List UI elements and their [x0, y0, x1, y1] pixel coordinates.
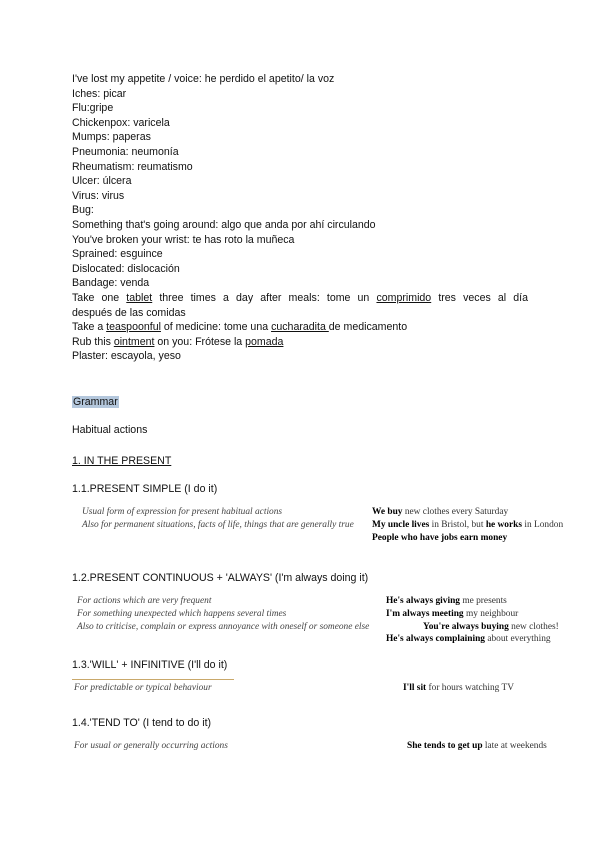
underlined-term: teaspoonful — [106, 321, 161, 334]
example-sentence — [372, 519, 563, 532]
vocab-line: Chickenpox: varicela — [72, 116, 170, 129]
example-text: new clothes every Saturday — [402, 507, 509, 517]
example-bold: He's always giving — [386, 596, 460, 606]
example-text: me presents — [459, 596, 507, 606]
vocab-line: Mumps: paperas — [72, 131, 151, 144]
example-bold: My uncle lives — [372, 520, 430, 530]
example-text: my neighbour — [463, 609, 519, 619]
present-continuous-examples-a — [386, 595, 518, 621]
will-usage — [74, 682, 212, 695]
underlined-term: comprimido — [376, 291, 432, 304]
vocab-line: Rheumatism: reumatismo — [72, 160, 193, 173]
usage-note: For actions which are very frequent — [77, 596, 212, 606]
underlined-term: ointment — [113, 335, 155, 348]
vocab-line: Something that's going around: algo que anda por ahí circulando — [72, 218, 376, 231]
usage-note: Also for permanent situations, facts of life, things that are generally true — [82, 520, 354, 530]
example-bold: He's always complaining — [386, 634, 485, 644]
vocab-line: Dislocated: dislocación — [72, 262, 180, 275]
example-text: in Bristol, but — [429, 520, 486, 530]
section-present-continuous-title: 1.2.PRESENT CONTINUOUS + 'ALWAYS' (I'm always doing it) — [72, 572, 369, 584]
example-bold: You're always buying — [423, 622, 509, 632]
tend-to-usage — [74, 740, 228, 753]
present-continuous-example-c — [386, 633, 551, 646]
vocab-line: Plaster: escayola, yeso — [72, 350, 181, 363]
vocab-line: Flu:gripe — [72, 102, 114, 115]
text-run: Take one — [72, 291, 127, 304]
vocab-line: Sprained: esguince — [72, 248, 163, 261]
example-sentence — [386, 633, 551, 646]
text-run: of medicine: tome una — [160, 321, 272, 334]
usage-note: For something unexpected which happens several times — [77, 609, 287, 619]
example-text: for hours watching TV — [426, 683, 515, 693]
usage-note: Usual form of expression for present habitual actions — [82, 507, 283, 517]
section-will-infinitive-title: 1.3.'WILL' + INFINITIVE (I'll do it) — [72, 659, 228, 671]
present-continuous-usage — [77, 595, 369, 634]
underlined-term: tablet — [126, 291, 153, 304]
vocab-line: Virus: virus — [72, 189, 125, 202]
example-sentence — [372, 532, 563, 545]
example-bold: I'm always meeting — [386, 609, 464, 619]
vocab-line: You've broken your wrist: te has roto la muñeca — [72, 233, 295, 246]
text-run: on you: Frótese la — [154, 335, 246, 348]
example-text: late at weekends — [482, 741, 547, 751]
example-sentence — [403, 682, 514, 695]
example-sentence — [407, 740, 547, 753]
example-bold: I'll sit — [403, 683, 427, 693]
text-run: tres veces al día — [431, 291, 528, 304]
section-in-the-present: 1. IN THE PRESENT — [72, 455, 172, 467]
vocabulary-list — [72, 72, 528, 364]
vocab-line: Bug: — [72, 204, 94, 217]
present-simple-examples — [372, 506, 563, 545]
example-bold: We buy — [372, 507, 403, 517]
text-run: de medicamento — [328, 321, 408, 334]
will-example — [403, 682, 514, 695]
grammar-heading — [72, 395, 119, 409]
example-sentence — [372, 506, 563, 519]
text-run: Rub this — [72, 335, 114, 348]
text-run: Take a — [72, 321, 107, 334]
underlined-term: cucharadita — [271, 321, 329, 334]
example-bold: She tends to get up — [407, 741, 483, 751]
example-bold: he works — [485, 520, 523, 530]
usage-note: For usual or generally occurring actions — [74, 741, 228, 751]
section-tend-to-title: 1.4.'TEND TO' (I tend to do it) — [72, 717, 212, 729]
section-present-simple-title: 1.1.PRESENT SIMPLE (I do it) — [72, 483, 218, 495]
highlighted-heading: Grammar — [73, 396, 118, 408]
vocab-line: Ulcer: úlcera — [72, 175, 132, 188]
example-sentence — [386, 608, 518, 621]
underlined-term: pomada — [245, 335, 284, 348]
habitual-actions-subheading: Habitual actions — [72, 424, 148, 436]
vocab-line: Bandage: venda — [72, 277, 150, 290]
example-bold: People who have jobs earn money — [372, 533, 508, 543]
vocab-line-tablet-cont: después de las comidas — [72, 306, 186, 319]
usage-note: Also to criticise, complain or express annoyance with oneself or someone else — [77, 622, 370, 632]
vocab-line: Iches: picar — [72, 87, 127, 100]
tend-to-example — [407, 740, 547, 753]
usage-note: For predictable or typical behaviour — [74, 683, 212, 693]
example-sentence — [386, 595, 518, 608]
vocab-line-tablet — [72, 291, 528, 306]
vocab-line: Pneumonia: neumonía — [72, 145, 179, 158]
vocab-line-teaspoon — [72, 320, 528, 335]
example-text: in London — [522, 520, 564, 530]
text-run: three times a day after meals: tome un — [152, 291, 377, 304]
vocab-line-rub — [72, 335, 528, 350]
vocab-line: I've lost my appetite / voice: he perdido el apetito/ la voz — [72, 73, 335, 85]
present-simple-usage — [82, 506, 354, 532]
example-text: about everything — [484, 634, 551, 644]
divider-line — [72, 679, 234, 680]
example-text: new clothes! — [508, 622, 559, 632]
